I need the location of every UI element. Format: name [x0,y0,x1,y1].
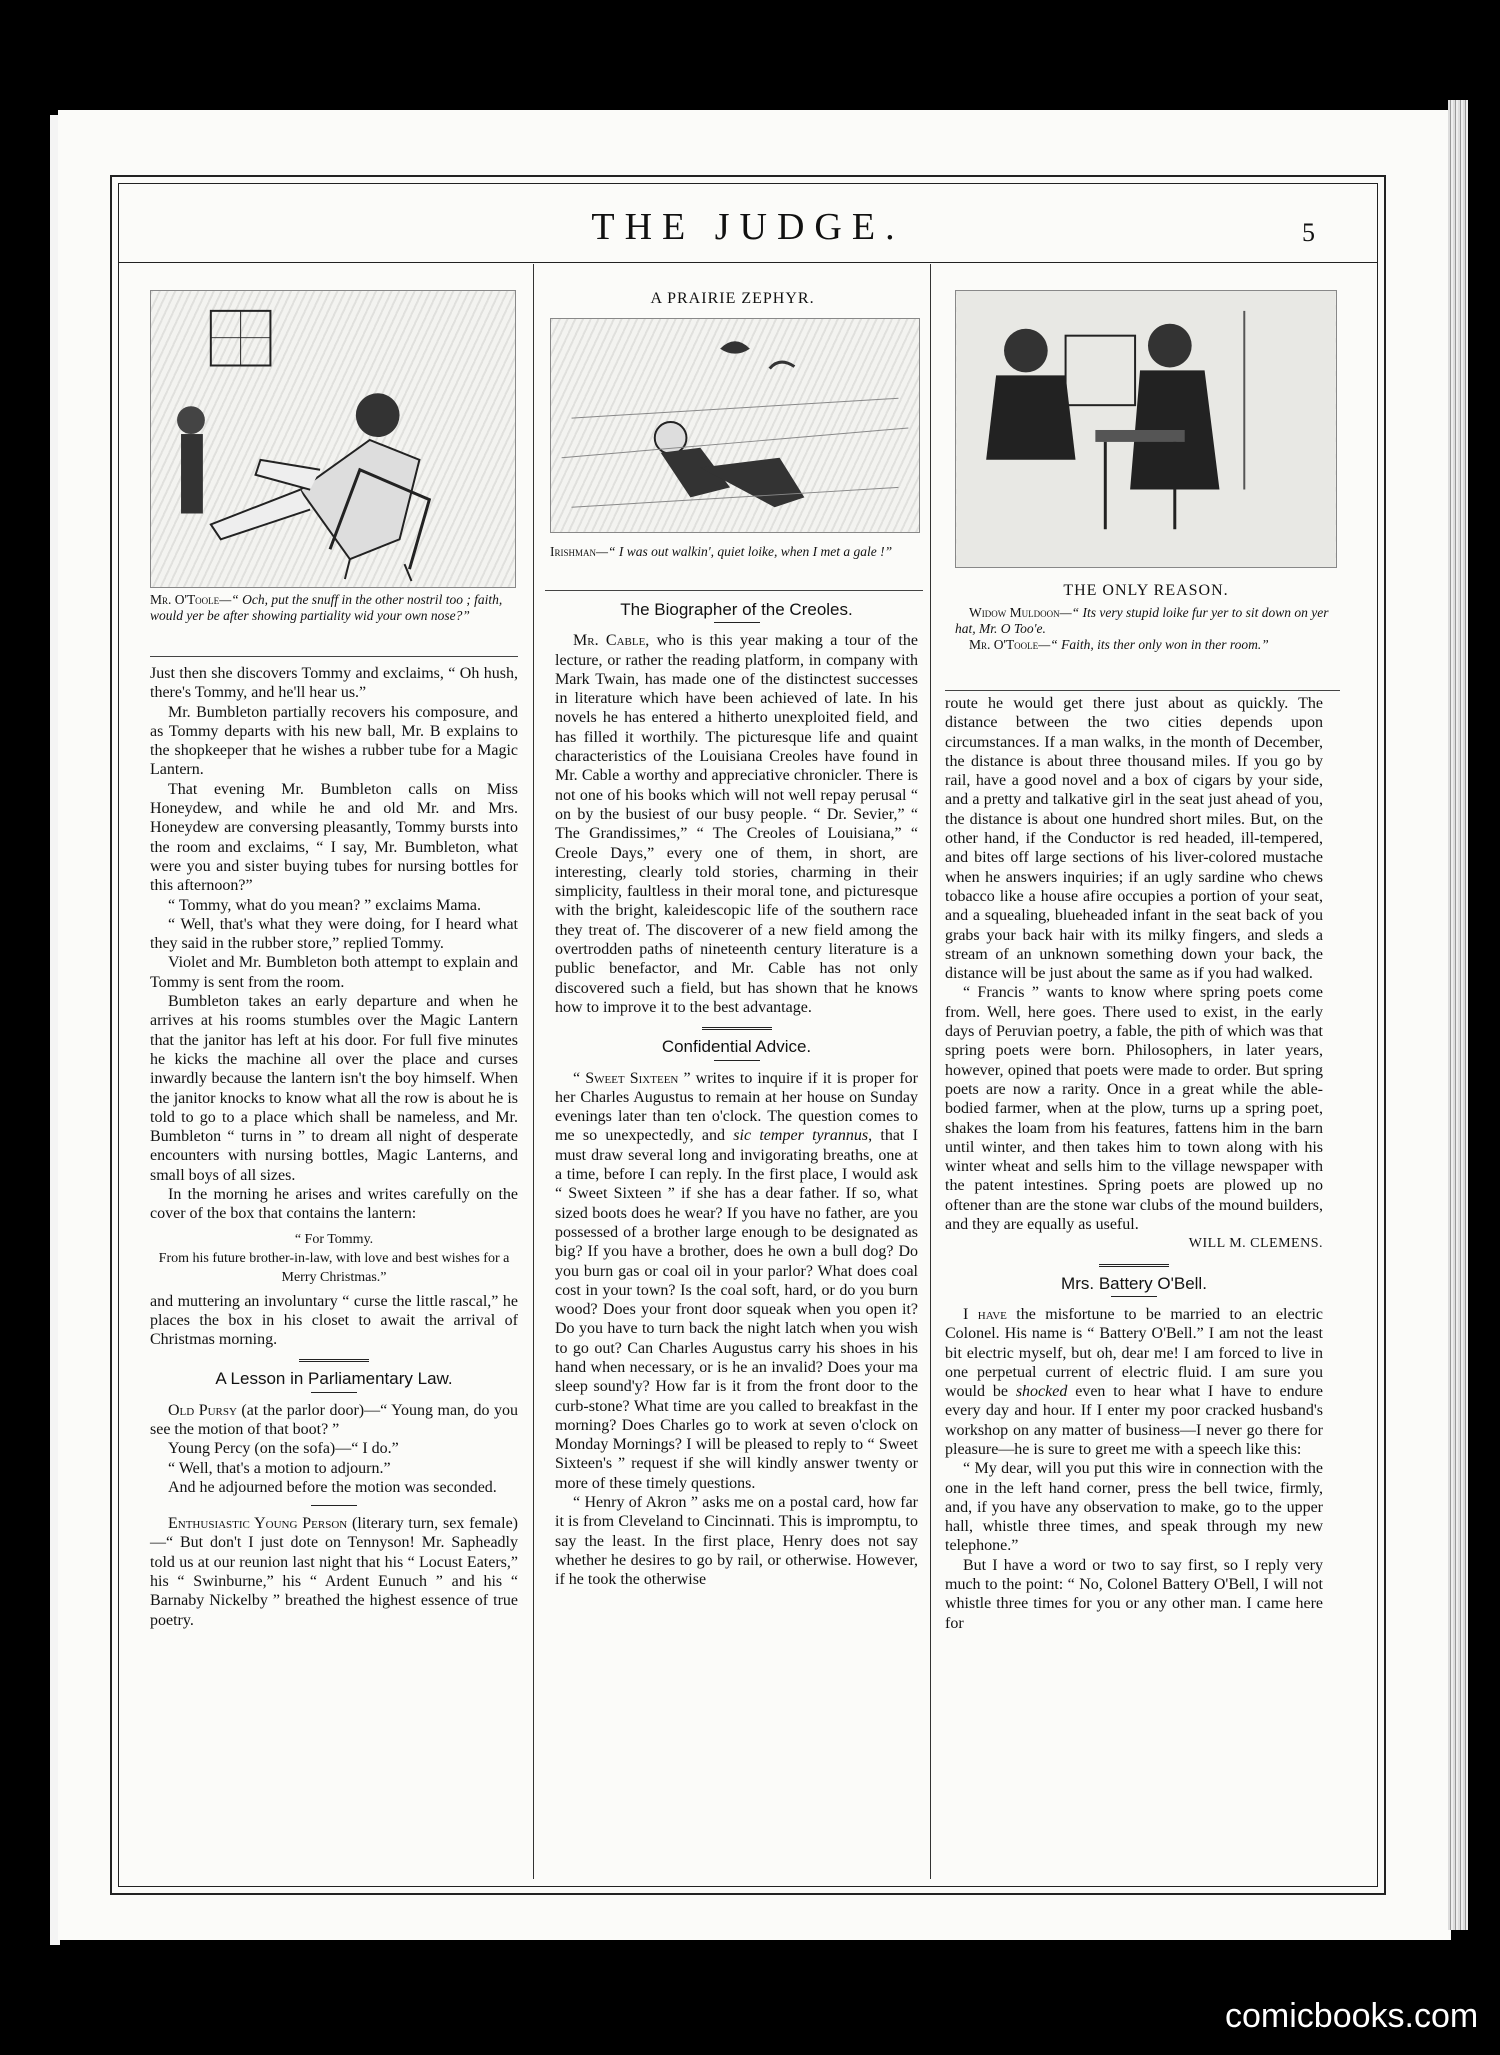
paragraph: “ Well, that's a motion to adjourn.” [168,1459,391,1477]
article-text: writes to inquire if it is proper for her Charles Augustus to remain at her house on Sunday evenings later than ten o'clock. The question comes to me so unexpectedly, and [555,1069,918,1145]
cartoon-snuff-illustration [150,290,516,588]
paragraph: But I have a word or two to say first, so I reply very much to the point: “ No, Colonel Battery O'Bell, I will not whistle three times for you or any other man. I came here for [945,1556,1323,1632]
caption-text: —“ I was out walkin', quiet loike, when I met a gale !” [596,544,893,559]
subject-name: “ Sweet Sixteen ” [573,1069,691,1087]
section-divider [299,1359,369,1363]
cartoon-only-reason-illustration [955,290,1337,568]
caption-speaker: Mr. O'Toole [150,592,220,607]
section-heading: Confidential Advice. [661,1037,812,1057]
paragraph: Just then she discovers Tommy and exclaims, “ Oh hush, there's Tommy, and he'll hear us.” [150,665,518,702]
paragraph: Bumbleton takes an early departure and when he arrives at his rooms stumbles over the Magic Lantern that the janitor has left at his door. For full five minutes he kicks the machine all over the place and curses inwardly because the lantern isn't the boy himself. When the janitor knocks to know what all the row is about he is told to go to a place which shall be nameless, and Mr. Bumbleton “ turns in ” to dream all night of desperate encounters with nursing bottles, Magic Lanterns, and small boys of all sizes. [150,993,518,1184]
heading-rule [714,622,760,623]
paragraph: In the morning he arises and writes carefully on the cover of the box that contains the lantern: [150,1186,518,1223]
paragraph: “ My dear, will you put this wire in connection with the one in the left hand corner, press the bell twice, firmly, and, if you have any observation to make, go to the upper hall, whistle three times, and speak through my new telephone.” [945,1460,1323,1555]
section-heading: The Biographer of the Creoles. [620,600,853,619]
cartoon-only-reason-caption [955,605,1340,654]
scan-border-top [0,0,1500,108]
section-heading: Mrs. Battery O'Bell. [1061,1273,1207,1293]
subject-name: Mr. Cable [573,632,646,650]
article-text: , who is this year making a tour of the lecture, or rather the reading platform, in company with Mark Twain, has made one of the distinctest successes in literature which have been achieved of late. In his novels he has entered a hitherto unexploited field, and has filled it worthily. The picturesque life and quaint characteristics of the Louisiana Creoles have found in Mr. Cable a worthy and appreciative chronicler. There is not one of his books which will not well repay perusal “ on by the busiest of our busy people. “ Dr. Sevier,” “ The Grandissimes,” “ The Creoles of Louisiana,” “ Creole Days,” every one of them, in short, are interesting, clearly told stories, charming in their simplicity, faultless in their moral tone, and picturesque with the bright, kaleidescopic life of the southern race they treat of. The discoverer of a new field among the overtrodden paths of nineteenth century literature is a public benefactor, and Mr. Cable has not only discovered such a field, but has shown that he knows how to improve it to the best advantage. [555,632,918,1016]
column-2-text [555,600,918,1590]
column-3-text [945,694,1323,1633]
inscription-line: Merry Christmas.” [281,1270,387,1286]
speaker-name: Old Pursy [168,1401,237,1419]
caption-speaker: Mr. O'Toole [969,637,1039,653]
cartoon-zephyr-illustration [550,318,920,533]
paragraph: “ Henry of Akron ” asks me on a postal card, how far it is from Cleveland to Cincinnati. This is impromptu, to say the least. In the first place, Henry does not say whether he desires to go by rail, or otherwise. However, if he took the otherwise [555,1494,918,1589]
paragraph: “ Tommy, what do you mean? ” exclaims Mama. [168,896,482,914]
cartoon-only-reason-title: THE ONLY REASON. [1063,582,1229,599]
paragraph: Violet and Mr. Bumbleton both attempt to explain and Tommy is sent from the room. [150,954,518,991]
caption-speaker: Widow Muldoon [969,605,1060,620]
caption-text: —“ Its very stupid loike fur yer to sit down on yer hat, Mr. O Too'e. [955,605,1329,637]
section-divider [702,1027,772,1031]
latin-phrase: sic temper tyrannus [733,1127,869,1145]
inscription-line: “ For Tommy. [294,1231,374,1247]
section-divider [311,1505,357,1506]
column-rule-2 [930,264,931,1879]
paragraph: route he would get there just about as quickly. The distance between the two cities depends upon circumstances. If a man walks, in the month of December, the distance is about three thousand miles. If you go by rail, have a good novel and a box of cigars by your side, and a pretty and talkative girl in the seat just ahead of you, the distance is about one hundred short miles. But, on the other hand, if the Conductor is red headed, ill-tempered, and bites off large sections of his liver-colored mustache when he answers inquiries; if an ugly sardine who chews tobacco like a house afire occupies a portion of your seat, and a squealing, blueheaded infant in the seat back of you grabs your back hair with its milky fingers, and sleds a stream of an unknown something down your back, the distance will be just about the same as if you had walked. [945,695,1323,983]
caption-line [955,605,1340,637]
paragraph: “ Well, that's what they were doing, for I heard what they said in the rubber store,” replied Tommy. [150,915,518,953]
section-divider [1099,1264,1169,1268]
caption-line [955,637,1340,653]
heading-rule [1111,1296,1157,1297]
article-text: even to hear what I have to endure every day and hour. If I enter my poor cracked husband's workshop on any matter of business—I never go there for pleasure—he is sure to greet me with a speech like this: [945,1383,1323,1458]
article-text: the misfortune to be married to an electric Colonel. His name is “ Battery O'Bell.” I am not the least bit electric myself, but oh, dear me! I am forced to live in one perpetual current of electric fluid. I am sure you would be [945,1305,1324,1401]
cartoon-only-reason-drawing [956,291,1336,567]
paragraph [555,631,918,1017]
masthead-rule [118,262,1378,263]
speaker-name: Enthusiastic Young Person [168,1515,348,1533]
column-1-divider [150,656,518,657]
paragraph: and muttering an involuntary “ curse the little rascal,” he places the box in his closet to await the arrival of Christmas morning. [150,1292,518,1349]
column-rule-1 [533,264,534,1879]
site-watermark: comicbooks.com [1225,1997,1479,2035]
heading-rule [714,1060,760,1061]
paragraph: “ Francis ” wants to know where spring poets come from. Well, here goes. There used to exist, in the early days of Peruvian poetry, a fable, the pith of which was that spring poets were born. Philosophers, in later years, however, opined that poets were made to order. But spring poets are now a rarity. Once in a great while the able-bodied farmer, when at the plow, turns up a spring poet, shakes the loam from his features, fattens him in the barn until winter, and then takes him to town along with his winter wheat and sells him to the village newspaper with the patent intestines. Spring poets are plowed up no oftener than are the stone war clubs of the mound builders, and they are equally as useful. [945,984,1323,1234]
caption-text: —“ Faith, its ther only won in ther room.” [1038,637,1269,653]
paragraph [150,1401,518,1440]
column-3-divider [945,690,1340,691]
dialogue: (literary turn, sex female)—“ But don't I just dote on Tennyson! Mr. Sapheadly told us at our reunion last night that his “ Locust Eaters,” his “ Swinburne,” his “ Ardent Eunuch ” and his “ Barnaby Nickelby ” breathed the highest essence of true poetry. [150,1515,518,1629]
masthead-title: THE JUDGE. [591,206,905,248]
dialogue: (at the parlor door)—“ Young man, do you see the motion of that boot? ” [150,1401,518,1438]
article-text: , that I must draw several long and invigorating breaths, one at a time, before I can reply. In the first place, I would ask “ Sweet Sixteen ” if she has a dear father. If so, what sized boots does he wear? If you have no father, are you possessed of a brother large enough to be designated as big? If you have a brother, does he own a bull dog? Do you burn gas or coal oil in your parlor? What does coal cost in your town? Is the coal soft, hard, or do you burn wood? Does your front door squeak when you open it? Do you have to turn back the night latch when you wish to go out? Can Charles Augustus carry his shoes in his hand when necessary, or is he an invalid? Does your ma sleep sound'y? How far is it from the front door to the curb-stone? What time are you called to breakfast in the morning? Does Charles go to work at seven o'clock on Monday Mornings? I will be pleased to reply to “ Sweet Sixteen's ” request if she will kindly answer twenty or more of these timely questions. [555,1127,918,1492]
emphasis: shocked [1015,1383,1068,1401]
inscription-line: From his future brother-in-law, with love and best wishes for a [158,1250,510,1266]
paragraph: Young Percy (on the sofa)—“ I do.” [168,1440,399,1458]
heading-rule [311,1392,357,1393]
cartoon-zephyr-drawing [551,319,919,532]
caption-text: —“ Och, put the snuff in the other nostril too ; faith, would yer be after showing partiality wid your own nose?” [150,592,503,624]
paragraph: And he adjourned before the motion was seconded. [168,1478,497,1496]
paragraph: That evening Mr. Bumbleton calls on Miss Honeydew, and while he and old Mr. and Mrs. Honeydew are conversing pleasantly, Tommy bursts into the room and exclaims, “ I say, Mr. Bumbleton, what were you and sister buying tubes for nursing bottles for this afternoon?” [150,780,518,895]
cartoon-snuff-caption [150,592,518,624]
page-stack-edge [1448,100,1468,1930]
section-heading: A Lesson in Parliamentary Law. [215,1369,453,1389]
article-signature: WILL M. CLEMENS. [1188,1236,1323,1252]
caption-speaker: Irishman [550,544,597,559]
paragraph: Mr. Bumbleton partially recovers his composure, and as Tommy departs with his new ball, Mr. B explains to the shopkeeper that he wishes a rubber tube for a Magic Lantern. [150,703,518,779]
paragraph [555,1069,918,1494]
cartoon-snuff-drawing [151,291,515,587]
cartoon-zephyr-caption [550,544,925,560]
page-number: 5 [1302,218,1315,247]
column-1-text [150,664,518,1630]
lead-words: I have [963,1305,1007,1323]
column-2-divider [545,590,923,591]
cartoon-zephyr-title: A PRAIRIE ZEPHYR. [650,290,815,307]
paragraph [945,1305,1323,1459]
paragraph [150,1514,518,1630]
